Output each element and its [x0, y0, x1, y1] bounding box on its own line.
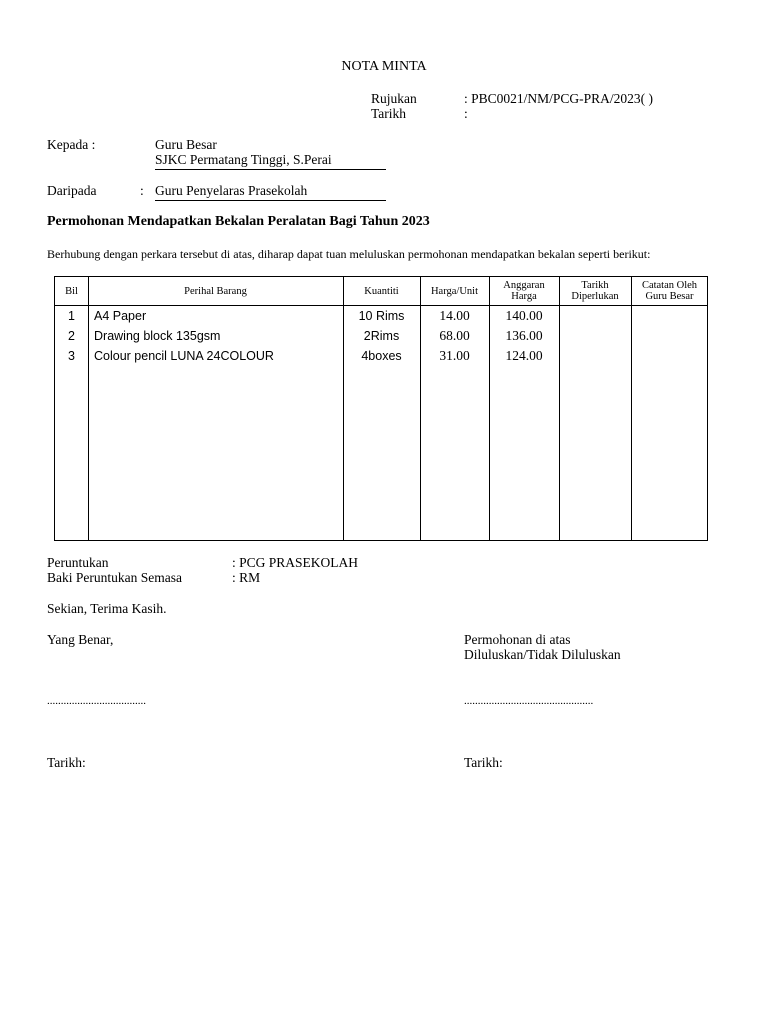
approval-line1: Permohonan di atas — [464, 632, 571, 647]
rujukan-label: Rujukan — [371, 91, 417, 106]
peruntukan-label: Peruntukan — [47, 555, 109, 570]
row1-bil: 1 — [68, 309, 75, 323]
row3-item: Colour pencil LUNA 24COLOUR — [94, 349, 274, 363]
daripada-label: Daripada — [47, 183, 97, 198]
row1-harga: 14.00 — [439, 308, 470, 323]
signature-line-right: ............................................... — [464, 695, 594, 707]
rujukan-value: : PBC0021/NM/PCG-PRA/2023( ) — [464, 91, 654, 106]
kepada-line1: Guru Besar — [155, 137, 217, 152]
row3-bil: 3 — [68, 349, 75, 363]
tarikh-right: Tarikh: — [464, 755, 503, 770]
header-bil: Bil — [65, 285, 78, 297]
intro-paragraph: Berhubung dengan perkara tersebut di atas, diharap dapat tuan meluluskan permohonan mendapatkan bekalan seperti berikut: — [47, 247, 651, 261]
peruntukan-value: : PCG PRASEKOLAH — [232, 555, 359, 570]
row2-harga: 68.00 — [439, 328, 470, 343]
header-perihal: Perihal Barang — [184, 285, 247, 297]
row3-harga: 31.00 — [439, 348, 470, 363]
row3-qty: 4boxes — [361, 349, 402, 363]
request-table — [54, 276, 708, 541]
tarikh-left: Tarikh: — [47, 755, 86, 770]
col-divider — [631, 277, 632, 540]
col-divider — [88, 277, 89, 540]
daripada-value: Guru Penyelaras Prasekolah — [155, 183, 386, 201]
row1-anggaran: 140.00 — [505, 308, 543, 323]
row2-qty: 2Rims — [363, 329, 400, 343]
daripada-colon: : — [140, 183, 144, 198]
row1-item: A4 Paper — [94, 309, 147, 323]
kepada-label: Kepada : — [47, 137, 96, 152]
yang-benar: Yang Benar, — [47, 632, 114, 647]
header-anggaran: Anggaran Harga — [503, 280, 545, 302]
tarikh-label: Tarikh — [371, 106, 407, 121]
header-kuantiti: Kuantiti — [364, 285, 399, 297]
subject-heading: Permohonan Mendapatkan Bekalan Peralatan Bagi Tahun 2023 — [47, 214, 430, 229]
baki-value: : RM — [232, 570, 261, 585]
row2-item: Drawing block 135gsm — [94, 329, 221, 343]
closing-text: Sekian, Terima Kasih. — [47, 601, 167, 616]
tarikh-value: : — [464, 106, 468, 121]
row1-qty: 10 Rims — [358, 309, 405, 323]
signature-line-left: .................................... — [47, 695, 146, 707]
header-tarikh: Tarikh Diperlukan — [571, 280, 619, 302]
col-divider — [559, 277, 560, 540]
approval-line2: Diluluskan/Tidak Diluluskan — [464, 647, 621, 662]
row3-anggaran: 124.00 — [505, 348, 543, 363]
document-title: NOTA MINTA — [341, 59, 427, 74]
header-catatan: Catatan Oleh Guru Besar — [641, 280, 698, 302]
header-harga: Harga/Unit — [430, 285, 479, 297]
row2-anggaran: 136.00 — [505, 328, 543, 343]
kepada-line2: SJKC Permatang Tinggi, S.Perai — [155, 152, 386, 170]
baki-label: Baki Peruntukan Semasa — [47, 570, 182, 585]
row2-bil: 2 — [68, 329, 75, 343]
